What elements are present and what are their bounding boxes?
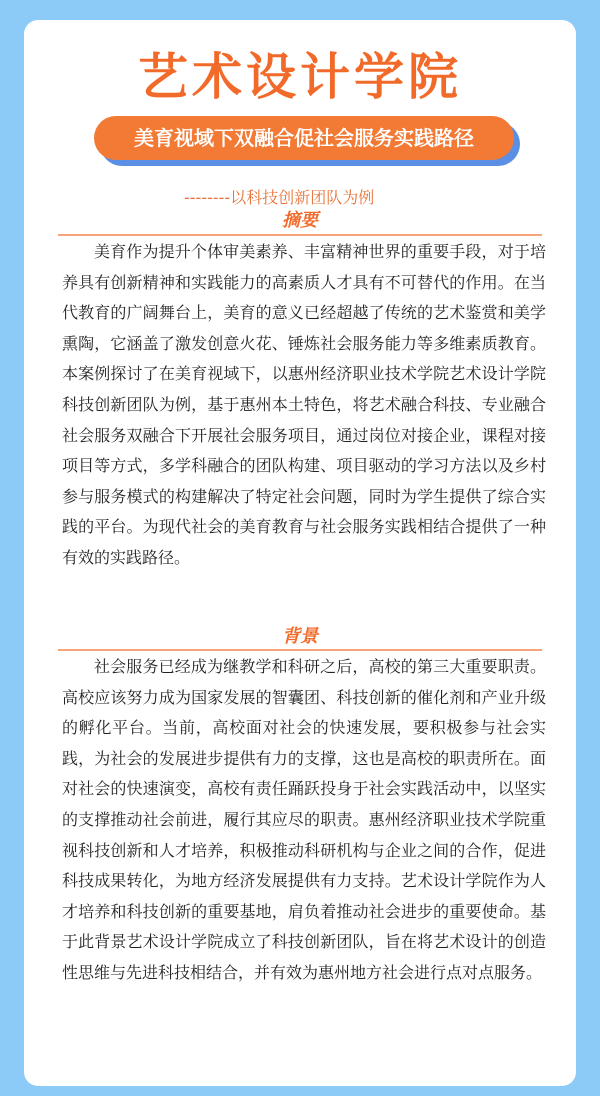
abstract-paragraph: 美育作为提升个体审美素养、丰富精神世界的重要手段，对于培养具有创新精神和实践能力的高素质人才具有不可替代的作用。在当代教育的广阔舞台上，美育的意义已经超越了传统的艺术鉴赏和美学熏陶，它涵盖了激发创意火花、锤炼社会服务能力等多维素质教育。本案例探讨了在美育视域下，以惠州经济职业技术学院艺术设计学院科技创新团队为例，基于惠州本土特色，将艺术融合科技、专业融合社会服务双融合下开展社会服务项目，通过岗位对接企业，课程对接项目等方式，多学科融合的团队构建、项目驱动的学习方法以及乡村参与服务模式的构建解决了特定社会问题，同时为学生提供了综合实践的平台。为现代社会的美育教育与社会服务实践相结合提供了一种有效的实践路径。 [62,242,546,567]
background-paragraph: 社会服务已经成为继教学和科研之后，高校的第三大重要职责。高校应该努力成为国家发展的智囊团、科技创新的催化剂和产业升级的孵化平台。当前，高校面对社会的快速发展，要积极参与社会实践，为社会的发展进步提供有力的支撑，这也是高校的职责所在。面对社会的快速演变，高校有责任踊跃投身于社会实践活动中，以坚实的支撑推动社会前进，履行其应尽的职责。惠州经济职业技术学院重视科技创新和人才培养，积极推动科研机构与企业之间的合作，促进科技成果转化，为地方经济发展提供有力支持。艺术设计学院作为人才培养和科技创新的重要基地，肩负着推动社会进步的重要使命。基于此背景艺术设计学院成立了科技创新团队，旨在将艺术设计的创造性思维与先进科技相结合，并有效为惠州地方社会进行点对点服务。 [62,657,546,982]
content-card [24,20,576,1086]
banner [94,116,514,166]
page-title: 艺术设计学院 [138,48,462,106]
subtitle: --------以科技创新团队为例 [184,188,375,207]
banner-text: 美育视域下双融合促社会服务实践路径 [94,116,514,160]
section-heading-background: 背景 [282,626,318,647]
section-heading-abstract: 摘要 [282,210,318,231]
section-divider [58,649,542,651]
section-divider [58,234,542,236]
